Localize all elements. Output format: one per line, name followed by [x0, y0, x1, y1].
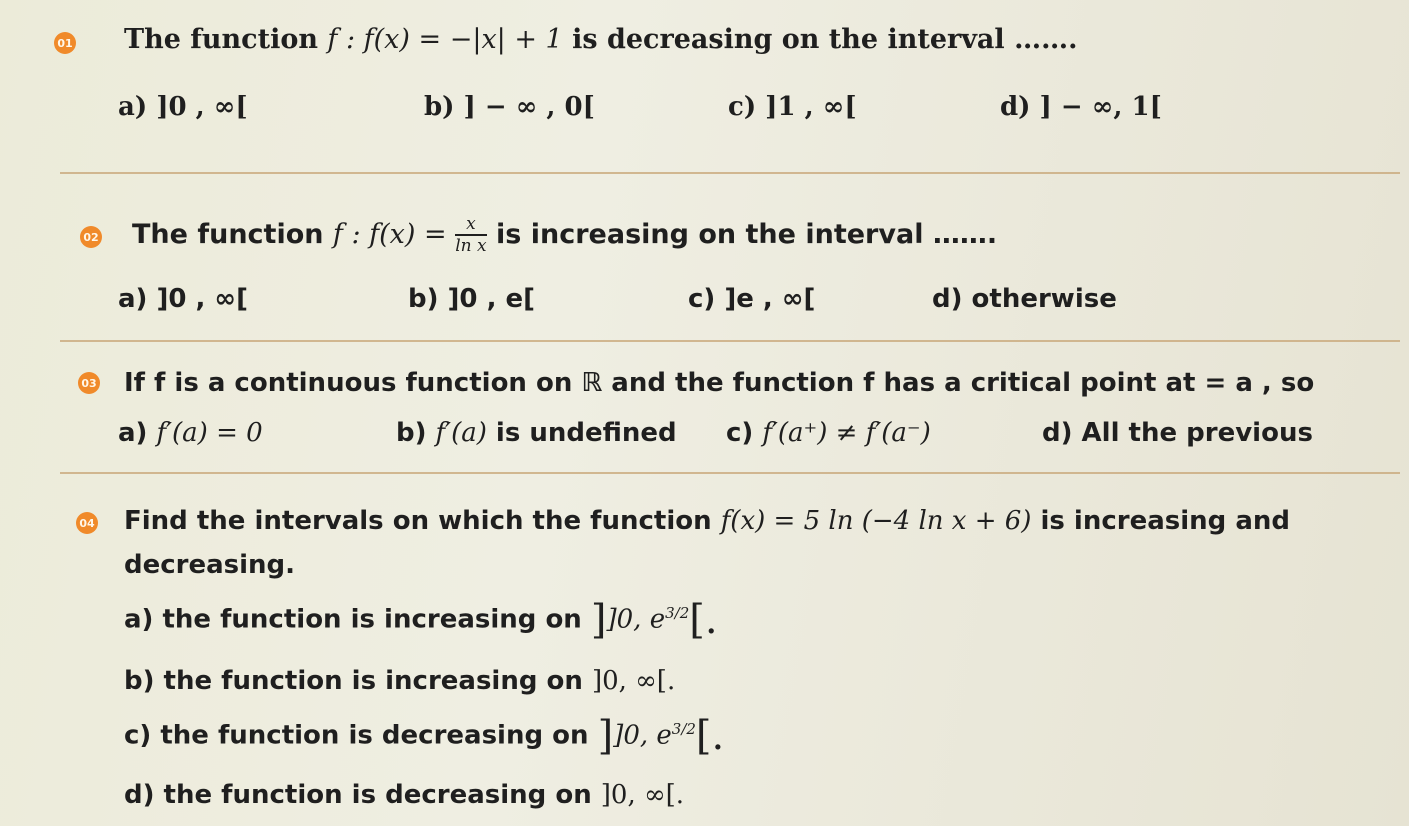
q1-option-a[interactable]: a) ]0 , ∞[: [118, 92, 248, 122]
q1-option-d[interactable]: d) ] − ∞, 1[: [1000, 92, 1162, 122]
q2-option-b[interactable]: b) ]0 , e[: [408, 284, 536, 314]
question-3-stem: If f is a continuous function on ℝ and the function f has a critical point at = a , so: [124, 368, 1315, 398]
fraction: $\frac{x}{\text{ln x}}$: [455, 214, 487, 256]
q3-option-b[interactable]: b) f′(a) is undefined: [396, 418, 677, 448]
q3-option-d[interactable]: d) All the previous: [1042, 418, 1313, 448]
question-number-badge: 01: [54, 32, 76, 54]
q4-option-d[interactable]: d) the function is decreasing on ]0, ∞[.: [124, 780, 685, 810]
q3-option-c[interactable]: c) f′(a⁺) ≠ f′(a⁻): [726, 418, 931, 448]
q2-option-a[interactable]: a) ]0 , ∞[: [118, 284, 248, 314]
question-2-stem: The function f : f(x) = $\frac{x}{\text{ln x}}$ is increasing on the interval …….: [132, 214, 998, 256]
question-number-badge: 02: [80, 226, 102, 248]
q1-option-c[interactable]: c) ]1 , ∞[: [728, 92, 857, 122]
q3-option-a[interactable]: a) f′(a) = 0: [118, 418, 263, 448]
question-1-stem: The function f : f(x) = −|x| + 1 is decreasing on the interval …….: [124, 24, 1078, 55]
q2-option-c[interactable]: c) ]e , ∞[: [688, 284, 816, 314]
q4-option-c[interactable]: c) the function is decreasing on ]]0, $e^{3/2}$[.: [124, 713, 725, 759]
question-4-stem: Find the intervals on which the function f(x) = 5 ln (−4 ln x + 6) is increasing and: [124, 506, 1290, 536]
q1-option-b[interactable]: b) ] − ∞ , 0[: [424, 92, 595, 122]
q4-option-a[interactable]: a) the function is increasing on ]]0, $e^{3/2}$[.: [124, 597, 718, 643]
divider: [60, 340, 1400, 342]
q2-option-d[interactable]: d) otherwise: [932, 284, 1117, 314]
question-number-badge: 04: [76, 512, 98, 534]
divider: [60, 472, 1400, 474]
q4-option-b[interactable]: b) the function is increasing on ]0, ∞[.: [124, 666, 676, 696]
question-number-badge: 03: [78, 372, 100, 394]
question-4-stem-line2: decreasing.: [124, 550, 296, 580]
divider: [60, 172, 1400, 174]
